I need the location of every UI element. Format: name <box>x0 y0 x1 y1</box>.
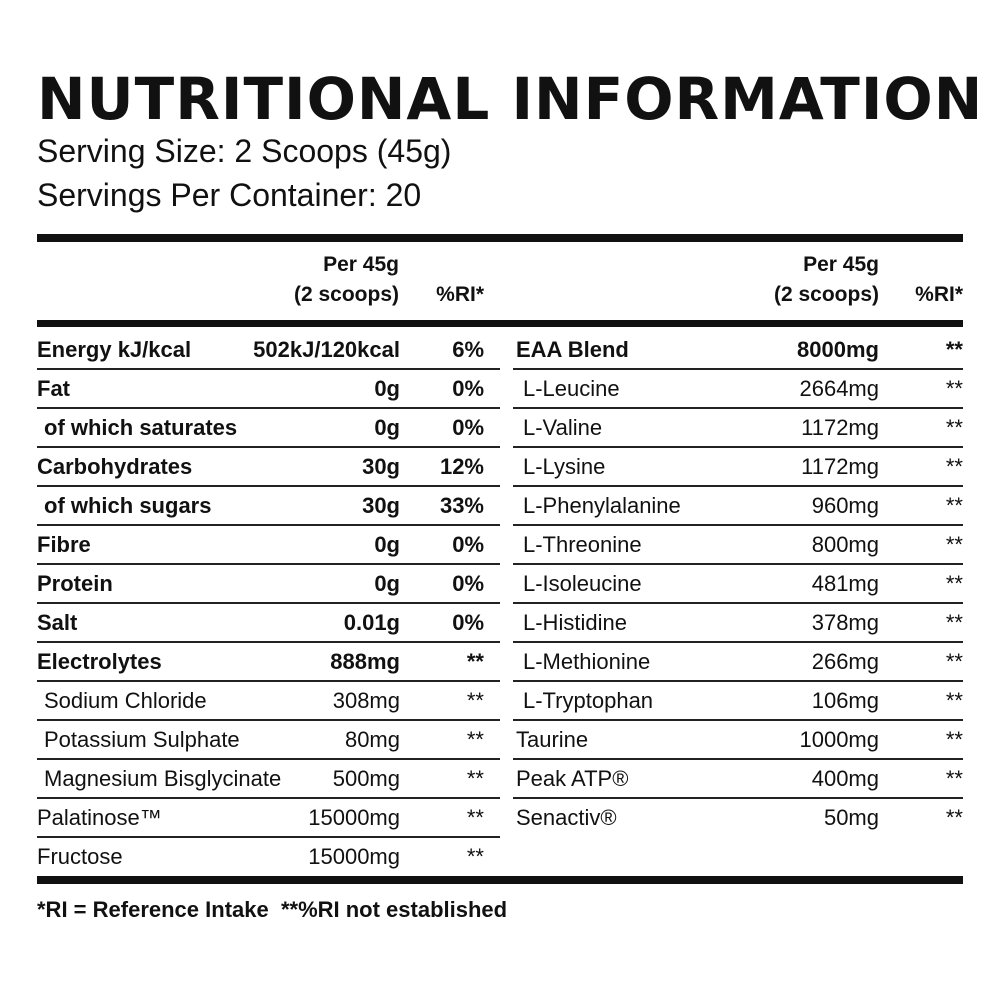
nutrient-amount: 0g <box>374 415 400 440</box>
right-table-row <box>513 330 963 369</box>
left-per-header-line2: (2 scoops) <box>293 283 399 306</box>
left-table-row <box>37 759 500 798</box>
nutrient-amount: 15000mg <box>308 805 400 830</box>
right-table-row <box>513 369 963 408</box>
left-table-row <box>37 369 500 408</box>
nutrient-amount: 15000mg <box>308 844 400 869</box>
nutrient-ri: 0% <box>452 376 484 401</box>
nutrient-name: EAA Blend <box>516 337 629 362</box>
nutrient-amount: 502kJ/120kcal <box>253 337 400 362</box>
right-table-row <box>513 681 963 720</box>
nutrient-name: L-Isoleucine <box>523 571 642 596</box>
nutrient-name: Carbohydrates <box>37 454 193 479</box>
nutrient-name: Energy kJ/kcal <box>37 337 192 362</box>
bottom-rule <box>37 876 963 884</box>
nutrient-ri: 0% <box>452 610 484 635</box>
left-table-row <box>37 681 500 720</box>
nutrient-amount: 481mg <box>811 571 879 596</box>
left-table-row <box>37 330 500 369</box>
nutrient-amount: 106mg <box>811 688 879 713</box>
nutrient-name: Sodium Chloride <box>44 688 207 713</box>
left-table-row <box>37 486 500 525</box>
nutrient-name: Fructose <box>37 844 123 869</box>
right-table-row <box>513 447 963 486</box>
right-per-header-line2: (2 scoops) <box>773 283 879 306</box>
right-table-row <box>513 603 963 642</box>
nutrient-amount: 80mg <box>344 727 400 752</box>
nutrient-amount: 0g <box>374 532 400 557</box>
table-header <box>0 250 1000 314</box>
nutrient-ri: ** <box>466 727 484 752</box>
right-table-row <box>513 525 963 564</box>
nutrient-name: of which sugars <box>44 493 212 518</box>
nutrient-name: L-Leucine <box>523 376 620 401</box>
nutrient-ri: ** <box>945 493 963 518</box>
nutrient-name: L-Valine <box>523 415 603 440</box>
footnote: *RI = Reference Intake **%RI not established <box>37 897 508 922</box>
nutrient-ri: ** <box>945 610 963 635</box>
nutrient-ri: ** <box>945 571 963 596</box>
nutrient-name: Fibre <box>37 532 91 557</box>
right-table-row <box>513 798 963 837</box>
left-table-row <box>37 603 500 642</box>
right-table-row <box>513 564 963 603</box>
nutrient-name: of which saturates <box>44 415 238 440</box>
nutrient-ri: ** <box>466 649 484 674</box>
left-per-header-line1: Per 45g <box>323 253 399 276</box>
nutrient-amount: 888mg <box>330 649 400 674</box>
left-table-row <box>37 720 500 759</box>
nutrient-ri: 6% <box>452 337 484 362</box>
right-table-row <box>513 759 963 798</box>
nutrient-name: L-Tryptophan <box>523 688 654 713</box>
nutrient-amount: 0.01g <box>343 610 400 635</box>
nutrient-name: Taurine <box>516 727 589 752</box>
nutrient-ri: ** <box>945 766 963 791</box>
right-table-row <box>513 408 963 447</box>
nutrient-ri: ** <box>945 415 963 440</box>
nutrient-amount: 1172mg <box>801 454 879 479</box>
nutrient-amount: 30g <box>362 454 400 479</box>
right-table-row <box>513 720 963 759</box>
nutrient-amount: 1000mg <box>799 727 879 752</box>
top-rule <box>37 234 963 242</box>
nutrient-ri: ** <box>466 805 484 830</box>
nutrient-amount: 1172mg <box>801 415 879 440</box>
nutrient-name: Senactiv® <box>516 805 617 830</box>
nutrient-ri: ** <box>945 454 963 479</box>
right-ri-header: %RI* <box>915 283 963 306</box>
nutrient-amount: 30g <box>362 493 400 518</box>
right-table-row <box>513 486 963 525</box>
nutrient-amount: 266mg <box>811 649 879 674</box>
nutrient-ri: ** <box>945 649 963 674</box>
nutrient-ri: ** <box>466 844 484 869</box>
serving-size: Serving Size: 2 Scoops (45g) <box>37 133 452 169</box>
nutrient-name: L-Lysine <box>523 454 606 479</box>
left-table-row <box>37 525 500 564</box>
left-table-row <box>37 642 500 681</box>
nutrient-name: L-Histidine <box>523 610 627 635</box>
nutrient-name: Palatinose™ <box>37 805 162 830</box>
nutrient-amount: 308mg <box>332 688 400 713</box>
nutrient-ri: ** <box>945 376 963 401</box>
nutrient-amount: 400mg <box>811 766 879 791</box>
nutrient-amount: 0g <box>374 376 400 401</box>
nutrient-name: Magnesium Bisglycinate <box>44 766 282 791</box>
nutrient-name: Protein <box>37 571 113 596</box>
nutrient-amount: 50mg <box>823 805 879 830</box>
right-per-header-line1: Per 45g <box>803 253 879 276</box>
servings-per-container: Servings Per Container: 20 <box>37 177 422 213</box>
right-table-row <box>513 642 963 681</box>
nutrient-ri: ** <box>945 688 963 713</box>
nutrient-name: Potassium Sulphate <box>44 727 240 752</box>
nutrient-ri: ** <box>945 532 963 557</box>
left-table-row <box>37 564 500 603</box>
nutrient-name: L-Methionine <box>523 649 651 674</box>
nutrient-ri: 0% <box>452 415 484 440</box>
nutrient-amount: 8000mg <box>797 337 879 362</box>
left-ri-header: %RI* <box>436 283 484 306</box>
header-rule <box>37 320 963 327</box>
nutrient-ri: ** <box>945 337 963 362</box>
nutrient-ri: ** <box>466 688 484 713</box>
nutrient-name: Fat <box>37 376 70 401</box>
nutrient-name: Peak ATP® <box>516 766 629 791</box>
page-title: NUTRITIONAL INFORMATION <box>37 65 984 133</box>
nutrient-name: Salt <box>37 610 78 635</box>
left-table-row <box>37 447 500 486</box>
nutrient-name: Electrolytes <box>37 649 162 674</box>
nutrient-amount: 960mg <box>811 493 879 518</box>
left-table-row <box>37 798 500 837</box>
left-table-row <box>37 837 500 876</box>
nutrient-amount: 500mg <box>332 766 400 791</box>
nutrient-ri: 12% <box>439 454 484 479</box>
nutrient-amount: 0g <box>374 571 400 596</box>
nutrient-name: L-Phenylalanine <box>523 493 681 518</box>
nutrient-ri: 33% <box>439 493 484 518</box>
left-table-row <box>37 408 500 447</box>
nutrient-ri: 0% <box>452 532 484 557</box>
nutrient-ri: 0% <box>452 571 484 596</box>
nutrient-ri: ** <box>945 805 963 830</box>
nutrient-amount: 800mg <box>811 532 879 557</box>
nutrient-amount: 2664mg <box>799 376 879 401</box>
nutrient-ri: ** <box>945 727 963 752</box>
nutrient-amount: 378mg <box>811 610 879 635</box>
nutrient-name: L-Threonine <box>523 532 642 557</box>
nutrient-ri: ** <box>466 766 484 791</box>
